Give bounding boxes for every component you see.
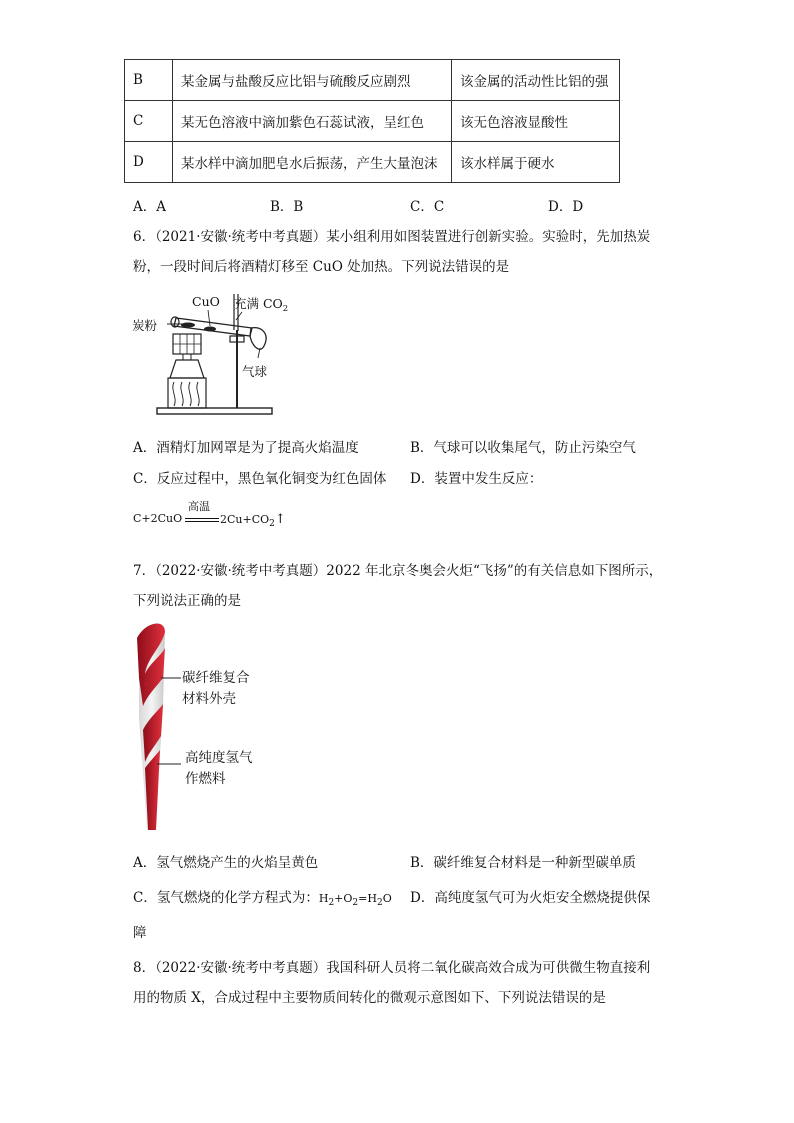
label-balloon: 气球 — [242, 364, 268, 379]
torch-label-fuel-line2: 作燃料 — [185, 771, 226, 787]
torch-emblem: ⛷ — [143, 683, 155, 693]
row-key: B — [125, 60, 173, 101]
row-experiment: 某水样中滴加肥皂水后振荡，产生大量泡沫 — [173, 142, 452, 183]
table-row — [125, 101, 620, 142]
q7-equation: $H_2+O_2=H_2O$ — [318, 892, 392, 909]
q5-option-c[interactable]: C．C — [410, 199, 445, 215]
row-conclusion: 该无色溶液显酸性 — [452, 101, 620, 142]
q8-number: 8． — [133, 960, 156, 976]
q6-equation — [133, 498, 293, 528]
q7-option-c[interactable]: C．氢气燃烧的化学方程式为：$H_2+O_2=H_2O$ — [133, 890, 392, 909]
q6-option-a[interactable]: A．酒精灯加网罩是为了提高火焰温度 — [133, 440, 359, 456]
q7-number: 7． — [133, 563, 156, 579]
table-row — [125, 142, 620, 183]
q6-source: （2021·安徽·统考中考真题） — [155, 229, 327, 245]
torch-label-shell — [182, 668, 250, 710]
q7-stem-line2: 下列说法正确的是 — [133, 593, 241, 609]
torch-label-fuel — [185, 748, 253, 790]
options-table — [124, 59, 620, 183]
carbon-powder — [181, 323, 195, 328]
q7-stem — [133, 556, 673, 616]
row-experiment: 某金属与盐酸反应比铝与硫酸反应剧烈 — [173, 60, 452, 101]
q8-source: （2022·安徽·统考中考真题） — [155, 960, 327, 976]
q6-option-b[interactable]: B．气球可以收集尾气，防止污染空气 — [410, 440, 636, 456]
q6-stem-line2: 粉，一段时间后将酒精灯移至 CuO 处加热。下列说法错误的是 — [133, 259, 510, 275]
row-conclusion: 该水样属于硬水 — [452, 142, 620, 183]
torch-label-fuel-line1: 高纯度氢气 — [185, 750, 253, 766]
cuo-sample — [204, 327, 216, 332]
q8-stem — [133, 953, 693, 1013]
q7-torch-figure — [125, 618, 275, 836]
balloon — [250, 328, 266, 350]
alcohol-lamp — [170, 360, 204, 378]
q7-option-a[interactable]: A．氢气燃烧产生的火焰呈黄色 — [133, 855, 319, 871]
torch-label-shell-line2: 材料外壳 — [182, 691, 236, 707]
q6-option-d[interactable]: D．装置中发生反应： — [410, 471, 543, 487]
q5-option-a[interactable]: A．A — [133, 199, 166, 215]
q7-option-d-cont: 障 — [133, 925, 147, 941]
q6-option-c[interactable]: C．反应过程中，黑色氧化铜变为红色固体 — [133, 471, 387, 487]
eq-left: C+2CuO — [133, 512, 183, 525]
stand-base — [157, 408, 272, 414]
q7-option-b[interactable]: B．碳纤维复合材料是一种新型碳单质 — [410, 855, 636, 871]
torch-label-shell-line1: 碳纤维复合 — [182, 670, 250, 686]
q7-stem-line1: 2022 年北京冬奥会火炬“飞扬”的有关信息如下图所示， — [326, 563, 663, 579]
label-cuo: CuO — [192, 294, 220, 309]
eq-right: $2Cu+CO_2↑$ — [220, 512, 286, 530]
table-row — [125, 60, 620, 101]
q7-source: （2022·安徽·统考中考真题） — [155, 563, 327, 579]
row-key: D — [125, 142, 173, 183]
q6-stem-line1: 某小组利用如图装置进行创新实验。实验时，先加热炭 — [326, 229, 651, 245]
q7-option-d[interactable]: D．高纯度氢气可为火炬安全燃烧提供保 — [410, 890, 651, 906]
label-carbon: 炭粉 — [132, 318, 158, 333]
q6-stem — [133, 222, 673, 282]
row-conclusion: 该金属的活动性比铝的强 — [452, 60, 620, 101]
eq-double-line — [185, 518, 219, 522]
q5-option-d[interactable]: D．D — [548, 199, 584, 215]
q8-stem-line2: 用的物质 X，合成过程中主要物质间转化的微观示意图如下、下列说法错误的是 — [133, 990, 606, 1006]
row-experiment: 某无色溶液中滴加紫色石蕊试液，呈红色 — [173, 101, 452, 142]
row-key: C — [125, 101, 173, 142]
label-co2: 充满 $CO_2$ — [234, 296, 289, 314]
q6-number: 6． — [133, 229, 156, 245]
eq-condition: 高温 — [188, 500, 210, 513]
q6-apparatus-figure — [130, 290, 300, 422]
q5-option-b[interactable]: B．B — [270, 199, 304, 215]
q8-stem-line1: 我国科研人员将二氧化碳高效合成为可供微生物直接利 — [326, 960, 651, 976]
